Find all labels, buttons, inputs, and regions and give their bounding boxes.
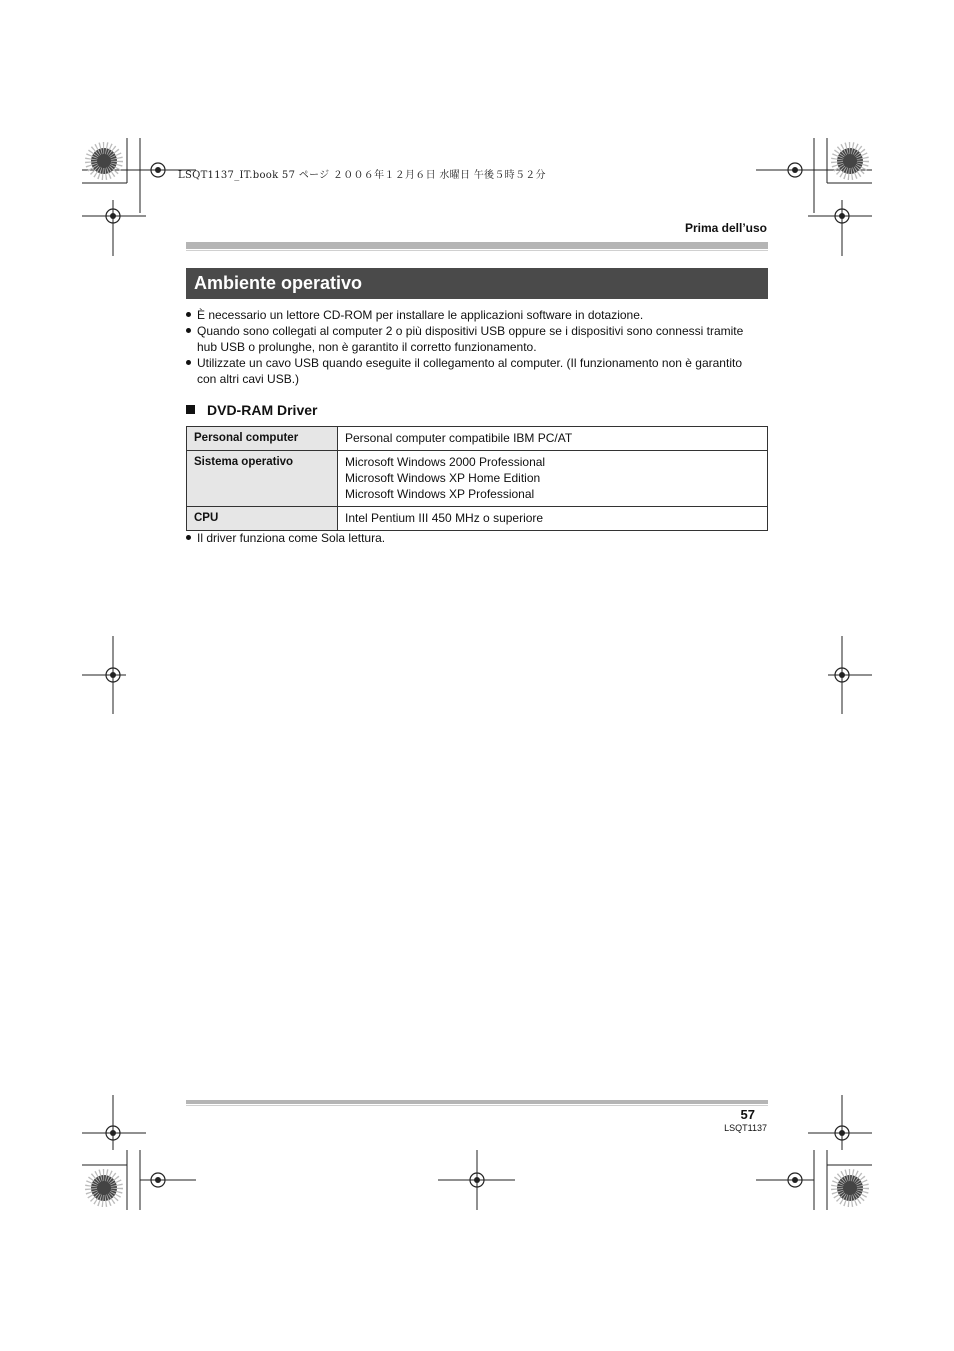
subsection-heading: DVD-RAM Driver (186, 402, 317, 418)
bullet-icon (186, 360, 191, 365)
list-item: È necessario un lettore CD-ROM per installare le applicazioni software in dotazione. (186, 307, 756, 323)
page-number: 57 (740, 1107, 755, 1122)
list-item: Il driver funziona come Sola lettura. (186, 530, 756, 546)
list-item: Quando sono collegati al computer 2 o più dispositivi USB oppure se i dispositivi sono connessi tramite hub USB o prolunghe, non è garantito il corretto funzionamento. (186, 323, 756, 355)
document-code: LSQT1137 (724, 1123, 767, 1133)
table-note (186, 530, 756, 546)
table-row (187, 451, 768, 507)
page-title: Ambiente operativo (186, 268, 768, 299)
table-value: Personal computer compatibile IBM PC/AT (338, 427, 768, 451)
bullet-icon (186, 328, 191, 333)
table-label: Sistema operativo (187, 451, 338, 507)
table-row (187, 427, 768, 451)
footer-rule-line (186, 1105, 768, 1106)
bullet-icon (186, 312, 191, 317)
table-row (187, 507, 768, 531)
print-info-line: LSQT1137_IT.book 57 ページ ２００６年１２月６日 水曜日 午後５時５２分 (178, 170, 546, 181)
section-label: Prima dell’uso (684, 221, 767, 235)
requirements-table (186, 426, 768, 531)
table-label: CPU (187, 507, 338, 531)
footer-rule (186, 1100, 768, 1104)
requirements-list (186, 307, 756, 387)
header-rule (186, 242, 768, 249)
table-label: Personal computer (187, 427, 338, 451)
header-rule-line (186, 250, 768, 251)
black-square-icon (186, 405, 195, 414)
bullet-icon (186, 535, 191, 540)
list-item: Utilizzate un cavo USB quando eseguite il collegamento al computer. (Il funzionamento non è garantito con altri cavi USB.) (186, 355, 756, 387)
table-value: Microsoft Windows 2000 Professional Microsoft Windows XP Home Edition Microsoft Windows XP Professional (338, 451, 768, 507)
table-value: Intel Pentium III 450 MHz o superiore (338, 507, 768, 531)
